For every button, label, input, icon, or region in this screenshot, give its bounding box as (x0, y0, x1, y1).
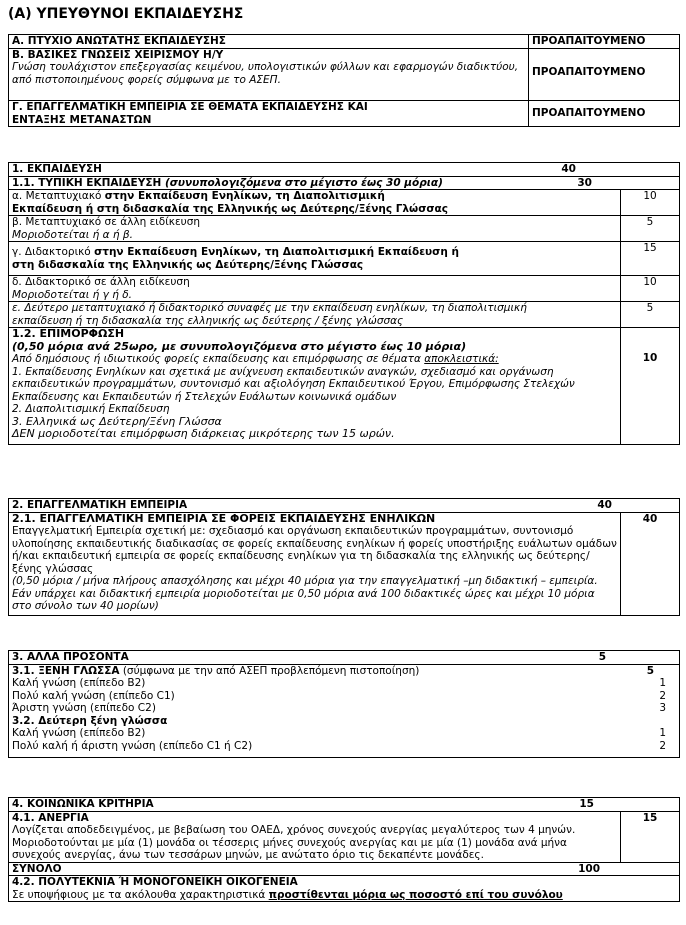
prereq-c-status: ΠΡΟΑΠΑΙΤΟΥΜΕΝΟ (529, 101, 680, 127)
section-2-1-text: Επαγγελματική Εμπειρία σχετική με: σχεδιασμό και οργάνωση εκπαιδευτικών προγραμμάτων, συντονισμό υλοποίησης εκπαιδευτικής διαδικασίας σε φορείς εκπαίδευσης ενηλίκων ή φορείς υποστήριξης ευάλωτων ομάδων ή/και εκπαιδευτική εμπειρία σε φορείς εκπαίδευσης ενηλίκων για τη διδασκαλία της ελληνικής ως δεύτερης/ξένης γλώσσας (12, 525, 617, 575)
section-4-title: 4. ΚΟΙΝΩΝΙΚΑ ΚΡΙΤΗΡΙΑ (12, 798, 154, 810)
section-1-1-total: 30 (577, 176, 592, 189)
lang-row: Πολύ καλή γνώση (επίπεδο C1) 2 (12, 689, 666, 702)
section-4-1-title: 4.1. ΑΝΕΡΓΙΑ (12, 811, 89, 824)
section-1-2-intro-underlined: αποκλειστικά: (424, 353, 499, 365)
item-c-value: 15 (621, 242, 680, 276)
section-1-2-item-4: ΔΕΝ μοριοδοτείται επιμόρφωση διάρκειας μικρότερης των 15 ωρών. (12, 427, 395, 440)
item-b: β. Μεταπτυχιακό σε άλλη ειδίκευση Μοριοδοτείται ή α ή β. (9, 216, 621, 242)
section-4-1-value: 15 (621, 811, 680, 862)
item-a-value: 10 (621, 190, 680, 216)
lang2-row: Καλή γνώση (επίπεδο Β2) 1 (12, 727, 666, 739)
section-2-1-cell (9, 512, 621, 615)
section-1-2-value: 10 (621, 328, 680, 445)
item-a: α. Μεταπτυχιακό στην Εκπαίδευση Ενηλίκων, τη Διαπολιτισμική Εκπαίδευση ή στη διδασκαλία της Ελληνικής ως Δεύτερης/Ξένης Γλώσσας (9, 190, 621, 216)
section-1-header (9, 163, 680, 177)
sum-value: 100 (578, 862, 600, 875)
lang-row: Καλή γνώση (επίπεδο Β2) 1 (12, 677, 666, 689)
section-1-2-item-3: 3. Ελληνικά ως Δεύτερη/Ξένη Γλώσσα (12, 414, 222, 428)
item-ab-note: Μοριοδοτείται ή α ή β. (12, 228, 133, 241)
prereq-b-cell (9, 48, 529, 101)
section-1-2-cell (9, 328, 621, 445)
section-4-table (8, 797, 680, 902)
section-2-header (9, 499, 680, 513)
item-e: ε. Δεύτερο μεταπτυχιακό ή διδακτορικό συναφές με την εκπαίδευση ενηλίκων, τη διαπολιτισμική εκπαίδευση ή τη διδασκαλία της ελληνικής ως δεύτερης / ξένης γλώσσας (9, 302, 621, 328)
section-2-1-note: (0,50 μόρια / μήνα πλήρους απασχόλησης και μέχρι 40 μόρια για την επαγγελματική –μη διδακτική – εμπειρία. Εάν υπάρχει και διδακτική εμπειρία μοριοδοτείται με 0,50 μόρια ανά 100 διδακτικές ώρες και μέχρι 10 μόρια στο σύνολο των 40 μορίων) (12, 575, 598, 612)
section-4-2-text: Σε υποψήφιους με τα ακόλουθα χαρακτηριστικά (12, 888, 269, 901)
section-2-total: 40 (597, 499, 612, 511)
section-1-2-intro: Από δημόσιους ή ιδιωτικούς φορείς εκπαίδευσης και επιμόρφωσης σε θέματα (12, 353, 425, 365)
section-4-total: 15 (579, 798, 594, 810)
section-1-2-sub: (0,50 μόρια ανά 25ωρο, με συνυπολογιζόμενα στο μέγιστο έως 10 μόρια) (12, 339, 467, 353)
section-4-1-cell (9, 811, 621, 862)
section-3-total: 5 (598, 651, 606, 663)
section-1-1-title: 1.1. ΤΥΠΙΚΗ ΕΚΠΑΙΔΕΥΣΗ (12, 176, 162, 189)
section-4-2-cell (9, 876, 680, 902)
prereq-c: Γ. ΕΠΑΓΓΕΛΜΑΤΙΚΗ ΕΜΠΕΙΡΙΑ ΣΕ ΘΕΜΑΤΑ ΕΚΠΑΙΔΕΥΣΗΣ ΚΑΙ ΕΝΤΑΞΗΣ ΜΕΤΑΝΑΣΤΩΝ (9, 101, 529, 127)
section-4-1-text: Λογίζεται αποδεδειγμένος, με βεβαίωση του ΟΑΕΔ, χρόνος συνεχούς ανεργίας μεγαλύτερος των 4 μηνών. Μοριοδοτούνται με μία (1) μονάδα οι τέσσερις μήνες συνεχούς ανεργίας και με μία (1) μονάδα ανά μήνα συνεχούς ανεργίας, άνω των τεσσάρων μηνών, με ανώτατο όριο τις δεκαπέντε μονάδες. (12, 824, 576, 861)
prereq-a-status: ΠΡΟΑΠΑΙΤΟΥΜΕΝΟ (529, 35, 680, 49)
section-4-header (9, 798, 680, 812)
prereq-b: Β. ΒΑΣΙΚΕΣ ΓΝΩΣΕΙΣ ΧΕΙΡΙΣΜΟΥ Η/Υ (12, 48, 224, 61)
lang2-row: Πολύ καλή ή άριστη γνώση (επίπεδο C1 ή C2) 2 (12, 739, 666, 752)
section-3-title: 3. ΑΛΛΑ ΠΡΟΣΟΝΤΑ (12, 651, 129, 663)
section-3-header (9, 651, 680, 665)
sum-row (9, 862, 680, 876)
section-3-body (9, 664, 680, 758)
section-3-1-title: 3.1. ΞΕΝΗ ΓΛΩΣΣΑ (12, 664, 120, 677)
section-3-table (8, 650, 680, 758)
prereq-b-note: Γνώση τουλάχιστον επεξεργασίας κειμένου, υπολογιστικών φύλλων και εφαρμογών διαδικτύου, από πιστοποιημένους φορείς σύμφωνα με το ΑΣΕΠ. (12, 61, 519, 86)
section-1-2-title: 1.2. ΕΠΙΜΟΡΦΩΣΗ (12, 327, 125, 340)
prereq-b-status: ΠΡΟΑΠΑΙΤΟΥΜΕΝΟ (529, 48, 680, 101)
page-title: (Α) ΥΠΕΥΘΥΝΟΙ ΕΚΠΑΙΔΕΥΣΗΣ (8, 6, 244, 22)
prerequisites-table (8, 34, 680, 127)
section-3-1-note: (σύμφωνα με την από ΑΣΕΠ προβλεπόμενη πιστοποίηση) (119, 664, 420, 677)
prereq-a: Α. ΠΤΥΧΙΟ ΑΝΩΤΑΤΗΣ ΕΚΠΑΙΔΕΥΣΗΣ (9, 35, 529, 49)
item-b-value: 5 (621, 216, 680, 242)
section-3-2-title: 3.2. Δεύτερη ξένη γλώσσα (12, 714, 168, 727)
sum-label: ΣΥΝΟΛΟ (12, 862, 62, 875)
section-1-total: 40 (561, 163, 576, 175)
section-2-1-value: 40 (621, 512, 680, 615)
item-cd-note: Μοριοδοτείται ή γ ή δ. (12, 288, 132, 301)
section-4-2-text-underlined: προστίθενται μόρια ως ποσοστό επί του συνόλου (268, 888, 563, 901)
section-1-2-item-1: 1. Εκπαίδευσης Ενηλίκων και σχετικά με ανίχνευση εκπαιδευτικών αναγκών, σχεδιασμό και οργάνωση εκπαιδευτικών προγραμμάτων, συντονισμό και αξιολόγηση Εκπαιδευτικού Έργου, Επιμόρφωσης Στελεχών Εκπαίδευσης και Εκπαιδευτών ή Στελεχών Ευάλωτων κοινωνικά ομάδων (12, 365, 575, 403)
section-1-title: 1. ΕΚΠΑΙΔΕΥΣΗ (12, 163, 102, 175)
item-c: γ. Διδακτορικό στην Εκπαίδευση Ενηλίκων, τη Διαπολιτισμική Εκπαίδευση ή στη διδασκαλία της Ελληνικής ως Δεύτερης/Ξένης Γλώσσας (9, 242, 621, 276)
lang-row: Άριστη γνώση (επίπεδο C2) 3 (12, 702, 666, 714)
section-2-1-title: 2.1. ΕΠΑΓΓΕΛΜΑΤΙΚΗ ΕΜΠΕΙΡΙΑ ΣΕ ΦΟΡΕΙΣ ΕΚΠΑΙΔΕΥΣΗΣ ΕΝΗΛΙΚΩΝ (12, 511, 436, 525)
section-1-2-item-2: 2. Διαπολιτισμική Εκπαίδευση (12, 403, 170, 415)
section-4-2-title: 4.2. ΠΟΛΥΤΕΚΝΙΑ Ή ΜΟΝΟΓΟΝΕΪΚΗ ΟΙΚΟΓΕΝΕΙΑ (12, 876, 298, 888)
section-1-1-header (9, 176, 680, 190)
section-2-title: 2. ΕΠΑΓΓΕΛΜΑΤΙΚΗ ΕΜΠΕΙΡΙΑ (12, 499, 188, 511)
section-2-table (8, 498, 680, 616)
item-d-value: 10 (621, 276, 680, 302)
section-1-1-note: (συνυπολογιζόμενα στο μέγιστο έως 30 μόρια) (164, 176, 443, 189)
item-e-value: 5 (621, 302, 680, 328)
section-1-table (8, 162, 680, 445)
item-d: δ. Διδακτορικό σε άλλη ειδίκευση Μοριοδοτείται ή γ ή δ. (9, 276, 621, 302)
section-3-1-total: 5 (646, 664, 654, 677)
